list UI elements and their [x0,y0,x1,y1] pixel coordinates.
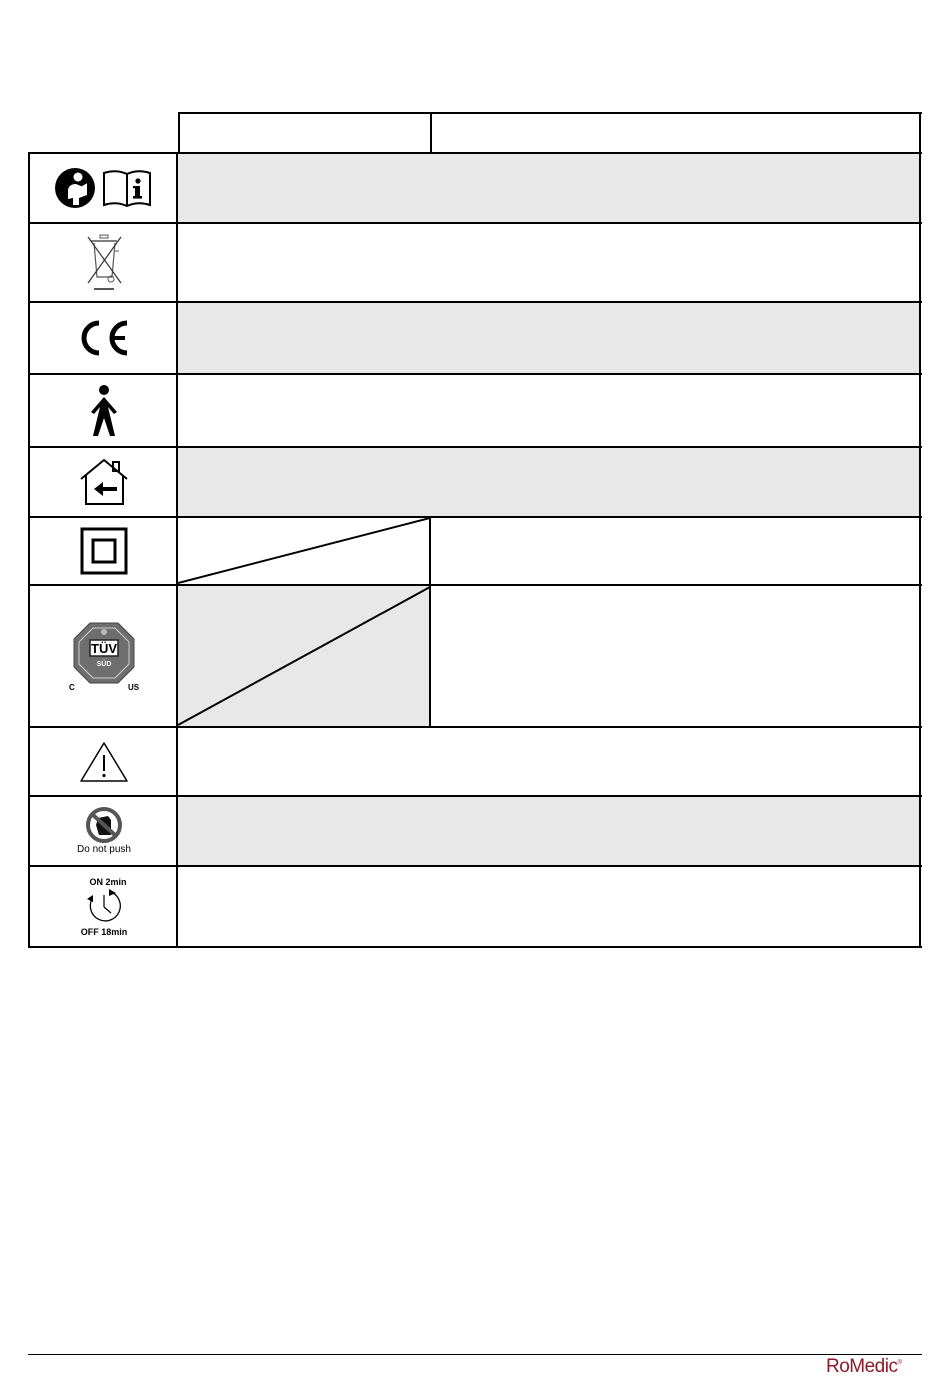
read-instructions-and-info-icon [30,154,178,222]
row-5-shade [178,448,920,517]
duty-cycle-timer-icon [30,867,178,946]
row-7-diagonal-strike [178,586,430,726]
header-left-rule [178,112,180,154]
do-not-push-label: Do not push [77,844,131,855]
ce-marking-icon [30,303,178,373]
romedic-logo [826,1356,901,1378]
table-right-rule [919,152,921,948]
us-mark-text: US [128,683,140,691]
row-3-shade [178,303,920,374]
off-duration-label: OFF 18min [80,926,128,937]
class-ii-double-insulation-icon [30,518,178,584]
brand-name: RoMedic [826,1356,898,1377]
row-1-shade [178,154,920,223]
header-top-rule [178,112,922,114]
crossed-out-wheelie-bin-weee-icon [30,224,178,301]
do-not-push-icon [30,797,178,865]
sud-mark-text: SÜD [96,661,112,668]
header-right-rule [919,112,921,154]
tuv-sud-c-us-certification-icon [30,586,178,726]
warning-triangle-icon [30,728,178,795]
footer-rule [28,1354,922,1355]
header-mid-rule [430,112,432,154]
row-9-shade [178,796,920,866]
tuv-mark-text: TÜV [91,641,117,656]
row-rule [28,946,922,948]
row-6-diagonal-strike [178,518,430,585]
indoor-use-only-icon [30,448,178,516]
c-mark-text: C [69,683,75,691]
on-duration-label: ON 2min [89,876,127,887]
registered-mark: ® [897,1360,902,1366]
type-b-applied-part-icon [30,375,178,446]
